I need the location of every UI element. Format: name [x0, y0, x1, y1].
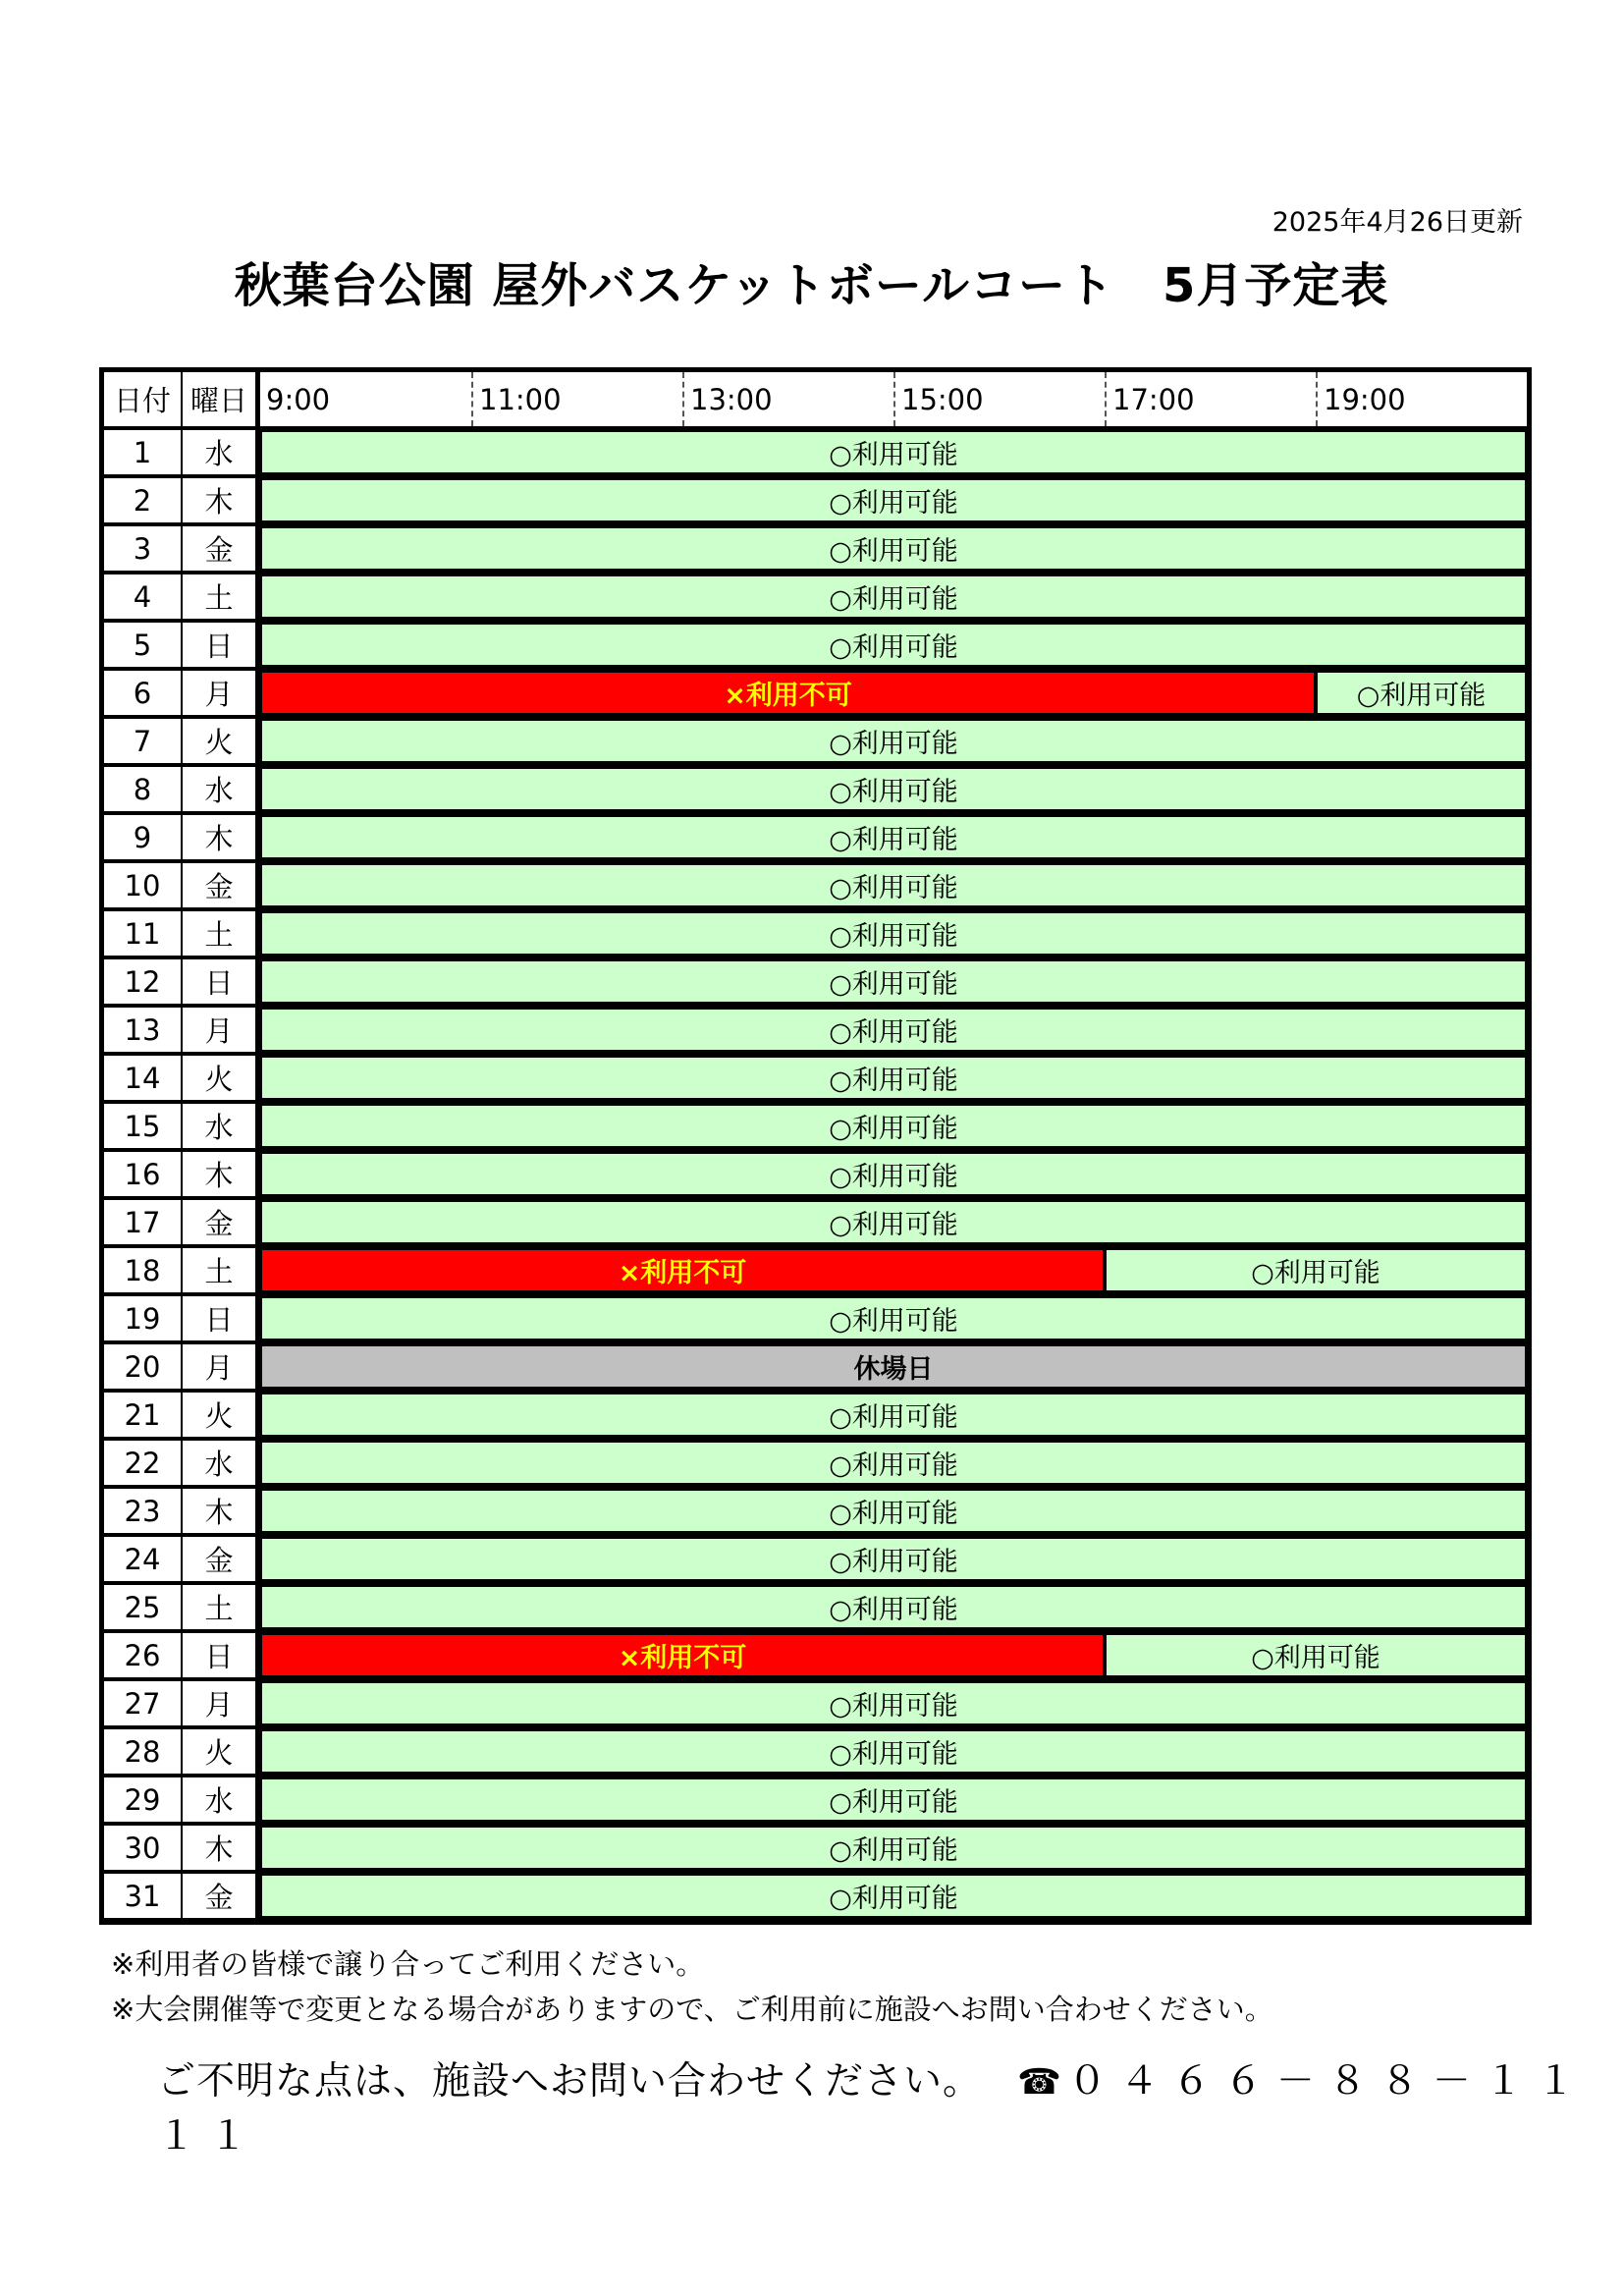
day-timeline [260, 1441, 1527, 1485]
day-timeline [260, 1200, 1527, 1244]
slot-available: ○利用可能 [260, 1489, 1527, 1533]
slot-available: ○利用可能 [260, 911, 1527, 956]
day-row [104, 1729, 1527, 1777]
time-tick: 11:00 [471, 372, 682, 426]
day-date: 20 [104, 1344, 183, 1389]
day-of-week: 土 [183, 574, 260, 619]
day-row [104, 574, 1527, 623]
day-of-week: 火 [183, 1729, 260, 1774]
day-timeline [260, 1489, 1527, 1533]
day-date: 25 [104, 1585, 183, 1629]
day-of-week: 日 [183, 623, 260, 667]
day-timeline [260, 1296, 1527, 1340]
slot-available: ○利用可能 [260, 815, 1527, 859]
slot-available: ○利用可能 [260, 1056, 1527, 1100]
day-of-week: 土 [183, 1248, 260, 1292]
slot-available: ○利用可能 [260, 478, 1527, 522]
day-row [104, 526, 1527, 574]
day-of-week: 火 [183, 719, 260, 763]
day-of-week: 金 [183, 1200, 260, 1244]
day-date: 17 [104, 1200, 183, 1244]
day-timeline [260, 478, 1527, 522]
day-row [104, 1777, 1527, 1826]
day-of-week: 水 [183, 1777, 260, 1822]
slot-available: ○利用可能 [260, 1441, 1527, 1485]
day-of-week: 月 [183, 1681, 260, 1725]
day-date: 5 [104, 623, 183, 667]
day-row [104, 430, 1527, 478]
day-of-week: 木 [183, 815, 260, 859]
time-tick: 19:00 [1316, 372, 1527, 426]
day-date: 12 [104, 959, 183, 1004]
slot-available: ○利用可能 [260, 1777, 1527, 1822]
day-timeline [260, 1777, 1527, 1822]
day-timeline [260, 1056, 1527, 1100]
day-of-week: 日 [183, 1633, 260, 1677]
day-row [104, 1633, 1527, 1681]
slot-available: ○利用可能 [1105, 1633, 1527, 1677]
day-row [104, 1200, 1527, 1248]
day-timeline [260, 1393, 1527, 1437]
day-timeline [260, 623, 1527, 667]
day-row [104, 1537, 1527, 1585]
day-date: 3 [104, 526, 183, 571]
day-of-week: 月 [183, 671, 260, 715]
day-timeline [260, 574, 1527, 619]
day-date: 8 [104, 767, 183, 811]
day-date: 28 [104, 1729, 183, 1774]
day-row [104, 815, 1527, 863]
day-timeline [260, 1826, 1527, 1870]
day-date: 10 [104, 863, 183, 907]
day-row [104, 1056, 1527, 1104]
day-timeline [260, 1152, 1527, 1196]
slot-available: ○利用可能 [260, 959, 1527, 1004]
day-row [104, 1248, 1527, 1296]
slot-available: ○利用可能 [260, 1296, 1527, 1340]
slot-available: ○利用可能 [260, 574, 1527, 619]
slot-closed: 休場日 [260, 1344, 1527, 1389]
contact-text: ご不明な点は、施設へお問い合わせください。 [157, 2059, 983, 2104]
day-row [104, 911, 1527, 959]
day-date: 30 [104, 1826, 183, 1870]
day-of-week: 金 [183, 1874, 260, 1918]
day-timeline [260, 1874, 1527, 1918]
day-date: 27 [104, 1681, 183, 1725]
day-timeline [260, 959, 1527, 1004]
day-date: 9 [104, 815, 183, 859]
slot-available: ○利用可能 [260, 1729, 1527, 1774]
slot-available: ○利用可能 [260, 1200, 1527, 1244]
day-row [104, 623, 1527, 671]
day-timeline [260, 1008, 1527, 1052]
day-of-week: 水 [183, 767, 260, 811]
time-tick: 9:00 [266, 382, 331, 416]
day-row [104, 1008, 1527, 1056]
slot-unavailable: ×利用不可 [260, 1248, 1105, 1292]
day-of-week: 土 [183, 1585, 260, 1629]
time-tick: 13:00 [682, 372, 893, 426]
day-date: 11 [104, 911, 183, 956]
day-date: 21 [104, 1393, 183, 1437]
note-changes: ※大会開催等で変更となる場合がありますので、ご利用前に施設へお問い合わせください。 [111, 1993, 1273, 2026]
time-tick: 15:00 [893, 372, 1105, 426]
day-timeline [260, 815, 1527, 859]
day-of-week: 金 [183, 863, 260, 907]
day-timeline [260, 1104, 1527, 1148]
day-of-week: 日 [183, 959, 260, 1004]
day-timeline [260, 526, 1527, 571]
day-timeline [260, 1248, 1527, 1292]
slot-available: ○利用可能 [260, 526, 1527, 571]
day-timeline [260, 911, 1527, 956]
day-date: 26 [104, 1633, 183, 1677]
slot-available: ○利用可能 [260, 719, 1527, 763]
day-row [104, 478, 1527, 526]
slot-available: ○利用可能 [260, 1104, 1527, 1148]
day-date: 18 [104, 1248, 183, 1292]
slot-available: ○利用可能 [260, 863, 1527, 907]
day-of-week: 木 [183, 1152, 260, 1196]
table-header [104, 372, 1527, 430]
day-timeline [260, 671, 1527, 715]
day-row [104, 863, 1527, 911]
day-date: 31 [104, 1874, 183, 1918]
header-date: 日付 [104, 372, 183, 426]
day-of-week: 土 [183, 911, 260, 956]
day-of-week: 木 [183, 1489, 260, 1533]
day-of-week: 火 [183, 1393, 260, 1437]
day-timeline [260, 767, 1527, 811]
day-row [104, 1344, 1527, 1393]
slot-available: ○利用可能 [260, 1874, 1527, 1918]
day-row [104, 671, 1527, 719]
slot-available: ○利用可能 [1105, 1248, 1527, 1292]
day-row [104, 767, 1527, 815]
day-timeline [260, 863, 1527, 907]
day-row [104, 1585, 1527, 1633]
slot-available: ○利用可能 [260, 1585, 1527, 1629]
day-of-week: 金 [183, 526, 260, 571]
day-date: 7 [104, 719, 183, 763]
phone-number: ０４６６－８８－１１１１ [157, 2059, 1589, 2159]
day-of-week: 火 [183, 1056, 260, 1100]
day-date: 15 [104, 1104, 183, 1148]
day-timeline [260, 719, 1527, 763]
day-row [104, 959, 1527, 1008]
day-date: 23 [104, 1489, 183, 1533]
slot-unavailable: ×利用不可 [260, 1633, 1105, 1677]
day-of-week: 月 [183, 1008, 260, 1052]
slot-available: ○利用可能 [260, 1008, 1527, 1052]
day-date: 6 [104, 671, 183, 715]
page-title: 秋葉台公園 屋外バスケットボールコート 5月予定表 [234, 258, 1389, 313]
day-row [104, 1393, 1527, 1441]
day-timeline [260, 1537, 1527, 1581]
day-row [104, 1874, 1527, 1922]
slot-available: ○利用可能 [260, 767, 1527, 811]
day-of-week: 月 [183, 1344, 260, 1389]
slot-unavailable: ×利用不可 [260, 671, 1316, 715]
day-date: 13 [104, 1008, 183, 1052]
day-row [104, 1826, 1527, 1874]
note-courtesy: ※利用者の皆様で譲り合ってご利用ください。 [111, 1947, 705, 1981]
slot-available: ○利用可能 [260, 623, 1527, 667]
slot-available: ○利用可能 [260, 430, 1527, 474]
day-timeline [260, 430, 1527, 474]
time-axis [260, 372, 1527, 426]
day-timeline [260, 1681, 1527, 1725]
slot-available: ○利用可能 [260, 1826, 1527, 1870]
phone-icon: ☎ [1017, 2062, 1062, 2103]
day-timeline [260, 1585, 1527, 1629]
day-date: 19 [104, 1296, 183, 1340]
day-timeline [260, 1729, 1527, 1774]
day-date: 1 [104, 430, 183, 474]
day-date: 14 [104, 1056, 183, 1100]
day-row [104, 1441, 1527, 1489]
day-timeline [260, 1344, 1527, 1389]
day-of-week: 木 [183, 478, 260, 522]
slot-available: ○利用可能 [260, 1152, 1527, 1196]
day-of-week: 木 [183, 1826, 260, 1870]
day-row [104, 1104, 1527, 1152]
day-of-week: 水 [183, 1104, 260, 1148]
day-of-week: 水 [183, 430, 260, 474]
slot-available: ○利用可能 [1316, 671, 1527, 715]
day-date: 29 [104, 1777, 183, 1822]
day-of-week: 金 [183, 1537, 260, 1581]
updated-date: 2025年4月26日更新 [1271, 207, 1523, 238]
day-row [104, 1152, 1527, 1200]
day-timeline [260, 1633, 1527, 1677]
day-of-week: 日 [183, 1296, 260, 1340]
day-date: 2 [104, 478, 183, 522]
time-tick: 17:00 [1105, 372, 1316, 426]
day-of-week: 水 [183, 1441, 260, 1485]
slot-available: ○利用可能 [260, 1537, 1527, 1581]
day-row [104, 1489, 1527, 1537]
day-row [104, 1296, 1527, 1344]
day-date: 16 [104, 1152, 183, 1196]
slot-available: ○利用可能 [260, 1681, 1527, 1725]
schedule-table [99, 367, 1532, 1925]
header-dow: 曜日 [183, 372, 260, 426]
slot-available: ○利用可能 [260, 1393, 1527, 1437]
contact-line [157, 2050, 1623, 2160]
day-date: 4 [104, 574, 183, 619]
day-row [104, 719, 1527, 767]
day-date: 22 [104, 1441, 183, 1485]
day-row [104, 1681, 1527, 1729]
day-date: 24 [104, 1537, 183, 1581]
